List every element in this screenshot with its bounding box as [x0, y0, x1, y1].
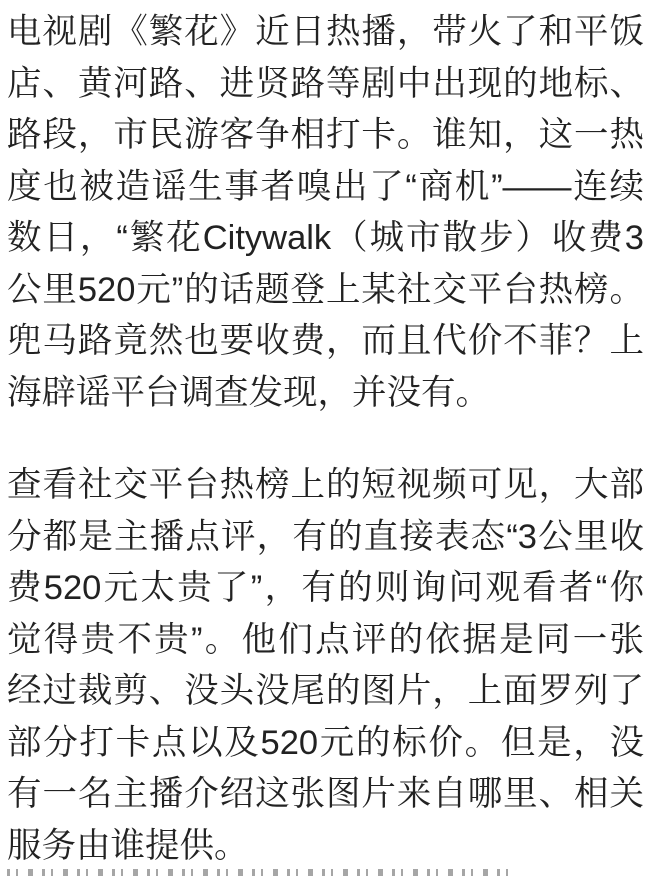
text-line: 度也被造谣生事者嗅出了“商机”——连续: [7, 167, 644, 206]
text-line: 电视剧《繁花》近日热播，带火了和平饭: [7, 13, 644, 51]
text-line: 服务由谁提供。: [7, 826, 249, 865]
text-line: 有一名主播介绍这张图片来自哪里、相关: [7, 775, 644, 813]
text-line: 路段，市民游客争相打卡。谁知，这一热: [7, 116, 644, 154]
paragraph-1: [7, 7, 644, 419]
text-line: 分都是主播点评，有的直接表态“3公里收: [7, 517, 644, 556]
text-line: 公里520元”的话题登上某社交平台热榜。: [7, 270, 644, 309]
text-line: 海辟谣平台调查发现，并没有。: [7, 373, 490, 412]
text-line: 费520元太贵了”，有的则询问观看者“你: [7, 569, 644, 607]
paragraph-2: [7, 460, 644, 872]
text-line: 部分打卡点以及520元的标价。但是，没: [7, 723, 644, 762]
clipped-text-line: [7, 869, 512, 876]
text-line: 经过裁剪、没头没尾的图片，上面罗列了: [7, 672, 644, 710]
text-line: 兜马路竟然也要收费，而且代价不菲？上: [7, 322, 644, 360]
text-line: 数日，“繁花Citywalk（城市散步）收费3: [7, 219, 644, 257]
text-line: 觉得贵不贵”。他们点评的依据是同一张: [7, 620, 644, 659]
text-line: 店、黄河路、进贤路等剧中出现的地标、: [7, 64, 644, 103]
text-line: 查看社交平台热榜上的短视频可见，大部: [7, 466, 644, 504]
